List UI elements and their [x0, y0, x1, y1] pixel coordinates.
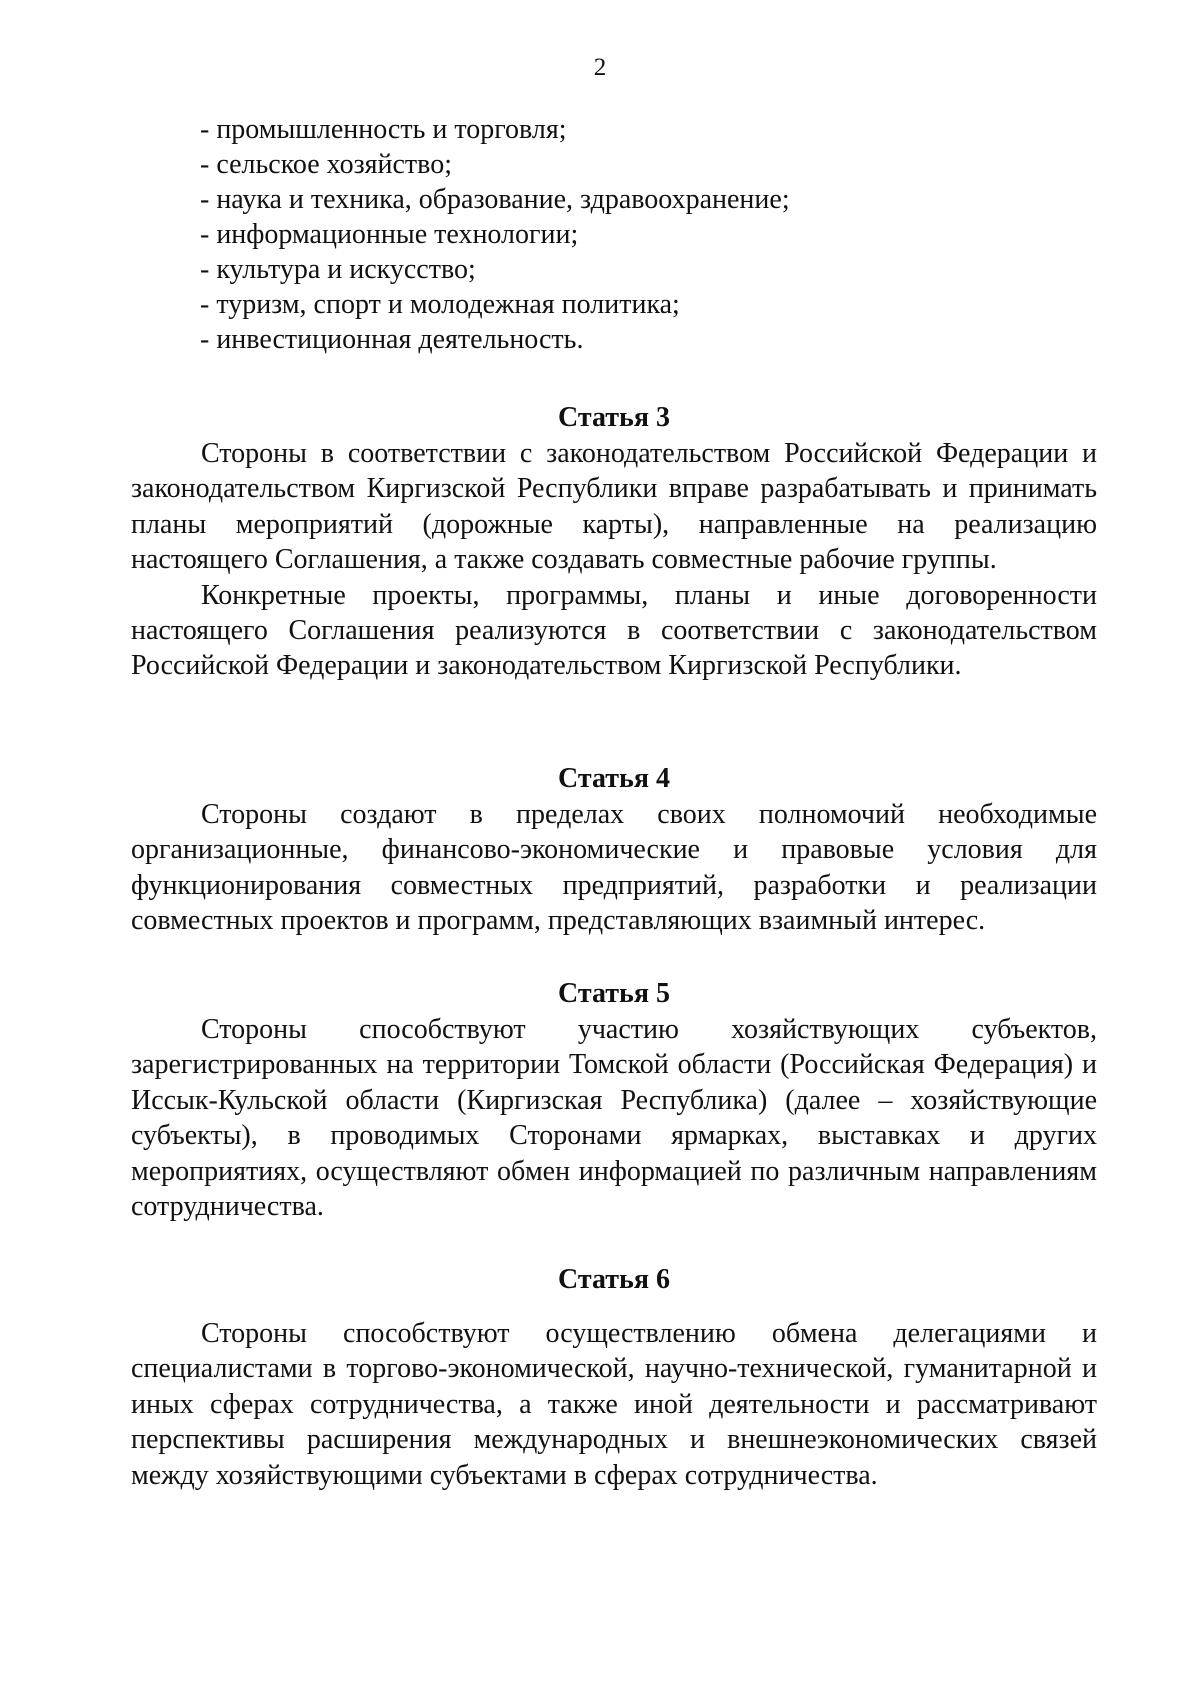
article-6 — [131, 1262, 1097, 1493]
page-number: 2 — [593, 54, 607, 81]
list-item: - культура и искусство; — [200, 254, 476, 285]
list-item: - промышленность и торговля; — [200, 114, 567, 145]
article-paragraph: Стороны в соответствии с законодательством Российской Федерации и законодательством Киргизской Республики вправе разрабатывать и принимать планы мероприятий (дорожные карты), направленные на реализацию настоящего Соглашения, а также создавать совместные рабочие группы. — [131, 438, 1097, 576]
article-title: Статья 3 — [558, 402, 670, 433]
article-title: Статья 4 — [558, 763, 670, 794]
article-paragraph: Стороны создают в пределах своих полномочий необходимые организационные, финансово-экономические и правовые условия для функционирования совместных предприятий, разработки и реализации совместных проектов и программ, представляющих взаимный интерес. — [131, 799, 1097, 937]
list-item: - сельское хозяйство; — [200, 149, 452, 180]
list-item: - инвестиционная деятельность. — [200, 324, 584, 355]
article-3 — [131, 400, 1097, 684]
article-paragraph: Конкретные проекты, программы, планы и иные договоренности настоящего Соглашения реализуются в соответствии с законодательством Российской Федерации и законодательством Киргизской Республики. — [131, 579, 1097, 682]
article-4 — [131, 761, 1097, 939]
list-item: - информационные технологии; — [200, 219, 579, 250]
cooperation-areas-list — [200, 112, 1100, 357]
article-5 — [131, 976, 1097, 1224]
article-paragraph: Стороны способствуют осуществлению обмена делегациями и специалистами в торгово-экономической, научно-технической, гуманитарной и иных сферах сотрудничества, а также иной деятельности и рассматривают перспективы расширения международных и внешнеэкономических связей между хозяйствующими субъектами в сферах сотрудничества. — [131, 1318, 1097, 1491]
title-spacer — [131, 1298, 1097, 1316]
list-item: - туризм, спорт и молодежная политика; — [200, 289, 680, 320]
article-paragraph: Стороны способствуют участию хозяйствующих субъектов, зарегистрированных на территории Томской области (Российская Федерация) и Иссык-Кульской области (Киргизская Республика) (далее – хозяйствующие субъекты), в проводимых Сторонами ярмарках, выставках и других мероприятиях, осуществляют обмен информацией по различным направлениям сотрудничества. — [131, 1014, 1097, 1223]
article-title: Статья 5 — [558, 978, 670, 1009]
article-title: Статья 6 — [558, 1264, 670, 1295]
list-item: - наука и техника, образование, здравоохранение; — [200, 184, 790, 215]
